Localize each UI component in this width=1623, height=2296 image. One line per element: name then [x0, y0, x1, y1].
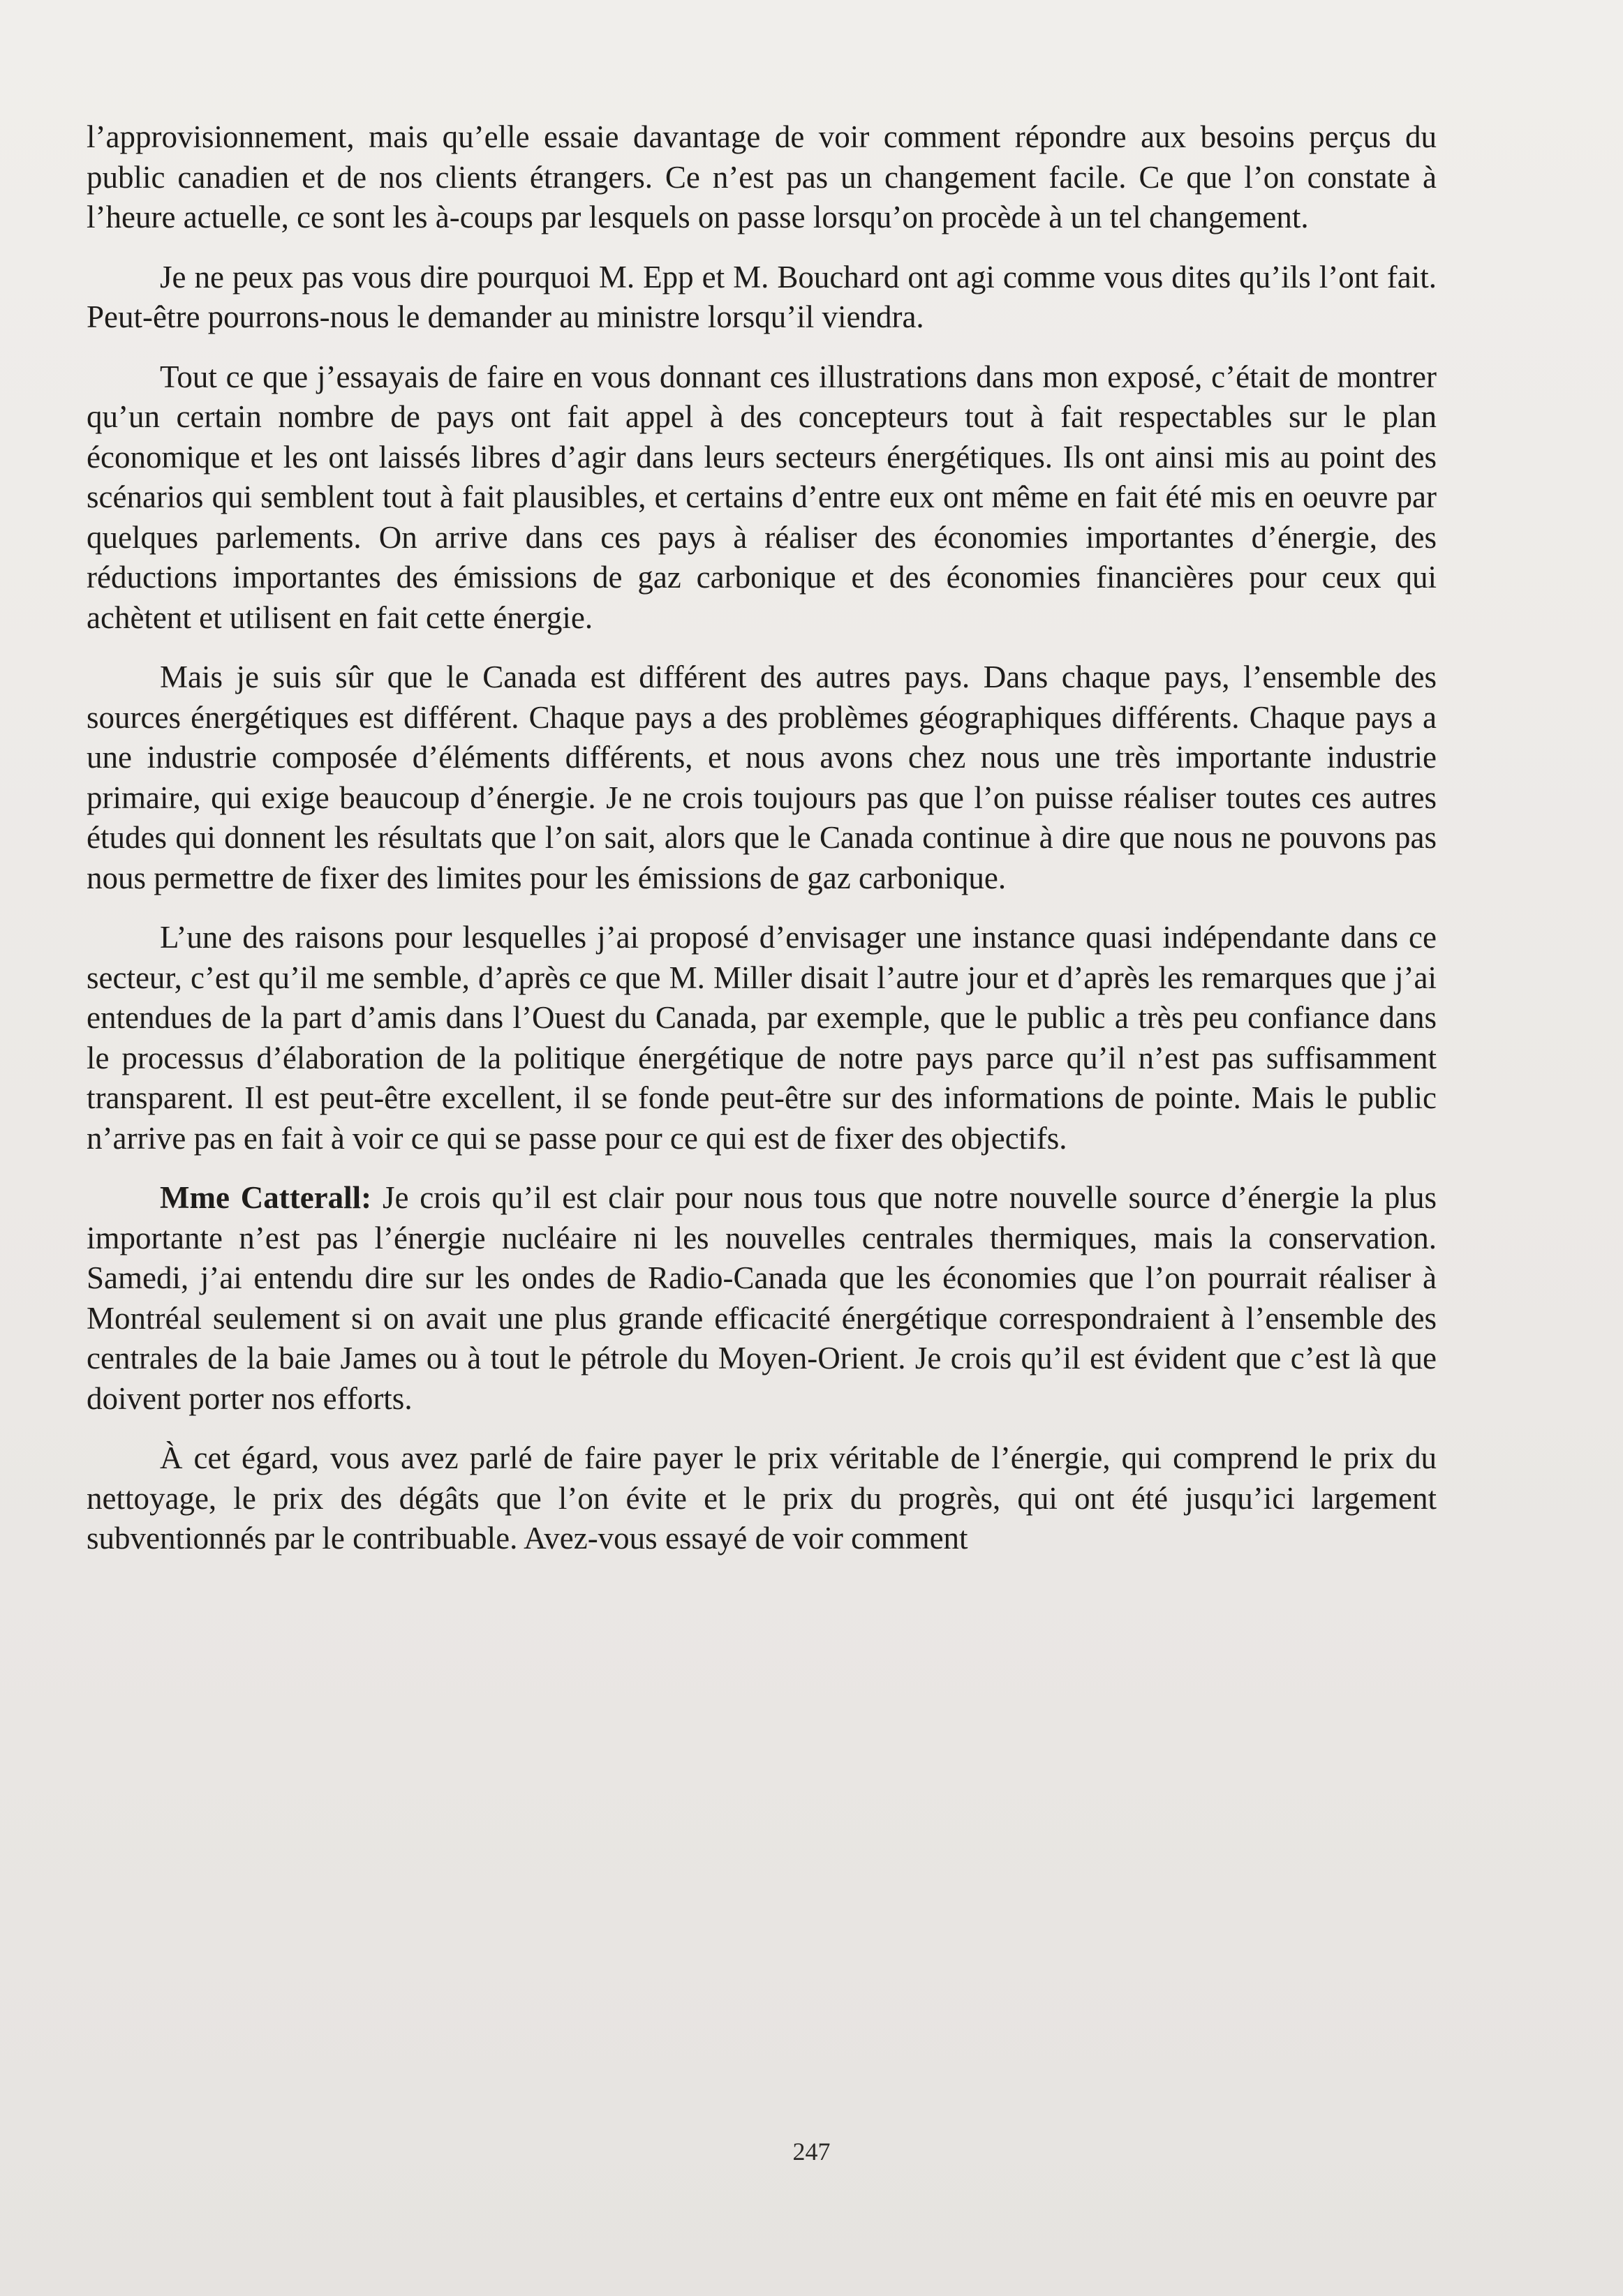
paragraph-4-text: Mais je suis sûr que le Canada est différent des autres pays. Dans chaque pays, l’ensemble des sources énergétiques est différent. Chaque pays a des problèmes géographiques différents. Chaque pays a une industrie composée d’éléments différents, et nous avons chez nous une très importante industrie primaire, qui exige beaucoup d’énergie. Je ne crois toujours pas que l’on puisse réaliser toutes ces autres études qui donnent les résultats que l’on sait, alors que le Canada continue à dire que nous ne pouvons pas nous permettre de fixer des limites pour les émissions de gaz carbonique. — [87, 659, 1437, 895]
paragraph-3-text: Tout ce que j’essayais de faire en vous donnant ces illustrations dans mon exposé, c’était de montrer qu’un certain nombre de pays ont fait appel à des concepteurs tout à fait respectables sur le plan économique et les ont laissés libres d’agir dans leurs secteurs énergétiques. Ils ont ainsi mis au point des scénarios qui semblent tout à fait plausibles, et certains d’entre eux ont même en fait été mis en oeuvre par quelques parlements. On arrive dans ces pays à réaliser des économies importantes d’énergie, des réductions importantes des émissions de gaz carbonique et des économies financières pour ceux qui achètent et utilisent en fait cette énergie. — [87, 359, 1437, 635]
paragraph-6 — [87, 1178, 1437, 1419]
paragraph-3 — [87, 357, 1437, 639]
body-text — [87, 117, 1437, 1579]
paragraph-4 — [87, 657, 1437, 898]
paragraph-7 — [87, 1438, 1437, 1559]
paragraph-1-text: l’approvisionnement, mais qu’elle essaie davantage de voir comment répondre aux besoins perçus du public canadien et de nos clients étrangers. Ce n’est pas un changement facile. Ce que l’on constate à l’heure actuelle, ce sont les à-coups par lesquels on passe lorsqu’on procède à un tel changement. — [87, 119, 1437, 234]
speaker-name: Mme Catterall: — [160, 1180, 372, 1215]
paragraph-5 — [87, 918, 1437, 1158]
paragraph-2 — [87, 258, 1437, 338]
page-number: 247 — [792, 2138, 831, 2165]
paragraph-1 — [87, 117, 1437, 238]
paragraph-2-text: Je ne peux pas vous dire pourquoi M. Epp et M. Bouchard ont agi comme vous dites qu’ils l’ont fait. Peut-être pourrons-nous le demander au ministre lorsqu’il viendra. — [87, 259, 1437, 334]
paragraph-7-text: À cet égard, vous avez parlé de faire payer le prix véritable de l’énergie, qui comprend le prix du nettoyage, le prix des dégâts que l’on évite et le prix du progrès, qui ont été jusqu’ici largement subventionnés par le contribuable. Avez-vous essayé de voir comment — [87, 1440, 1437, 1556]
paragraph-5-text: L’une des raisons pour lesquelles j’ai proposé d’envisager une instance quasi indépendante dans ce secteur, c’est qu’il me semble, d’après ce que M. Miller disait l’autre jour et d’après les remarques que j’ai entendues de la part d’amis dans l’Ouest du Canada, par exemple, que le public a très peu confiance dans le processus d’élaboration de la politique énergétique de notre pays parce qu’il n’est pas suffisamment transparent. Il est peut-être excellent, il se fonde peut-être sur des informations de pointe. Mais le public n’arrive pas en fait à voir ce qui se passe pour ce qui est de fixer des objectifs. — [87, 920, 1437, 1156]
paragraph-6-text: Je crois qu’il est clair pour nous tous que notre nouvelle source d’énergie la plus importante n’est pas l’énergie nucléaire ni les nouvelles centrales thermiques, mais la conservation. Samedi, j’ai entendu dire sur les ondes de Radio-Canada que les économies que l’on pourrait réaliser à Montréal seulement si on avait une plus grande efficacité énergétique correspondraient à l’ensemble des centrales de la baie James ou à tout le pétrole du Moyen-Orient. Je crois qu’il est évident que c’est là que doivent porter nos efforts. — [87, 1180, 1437, 1416]
